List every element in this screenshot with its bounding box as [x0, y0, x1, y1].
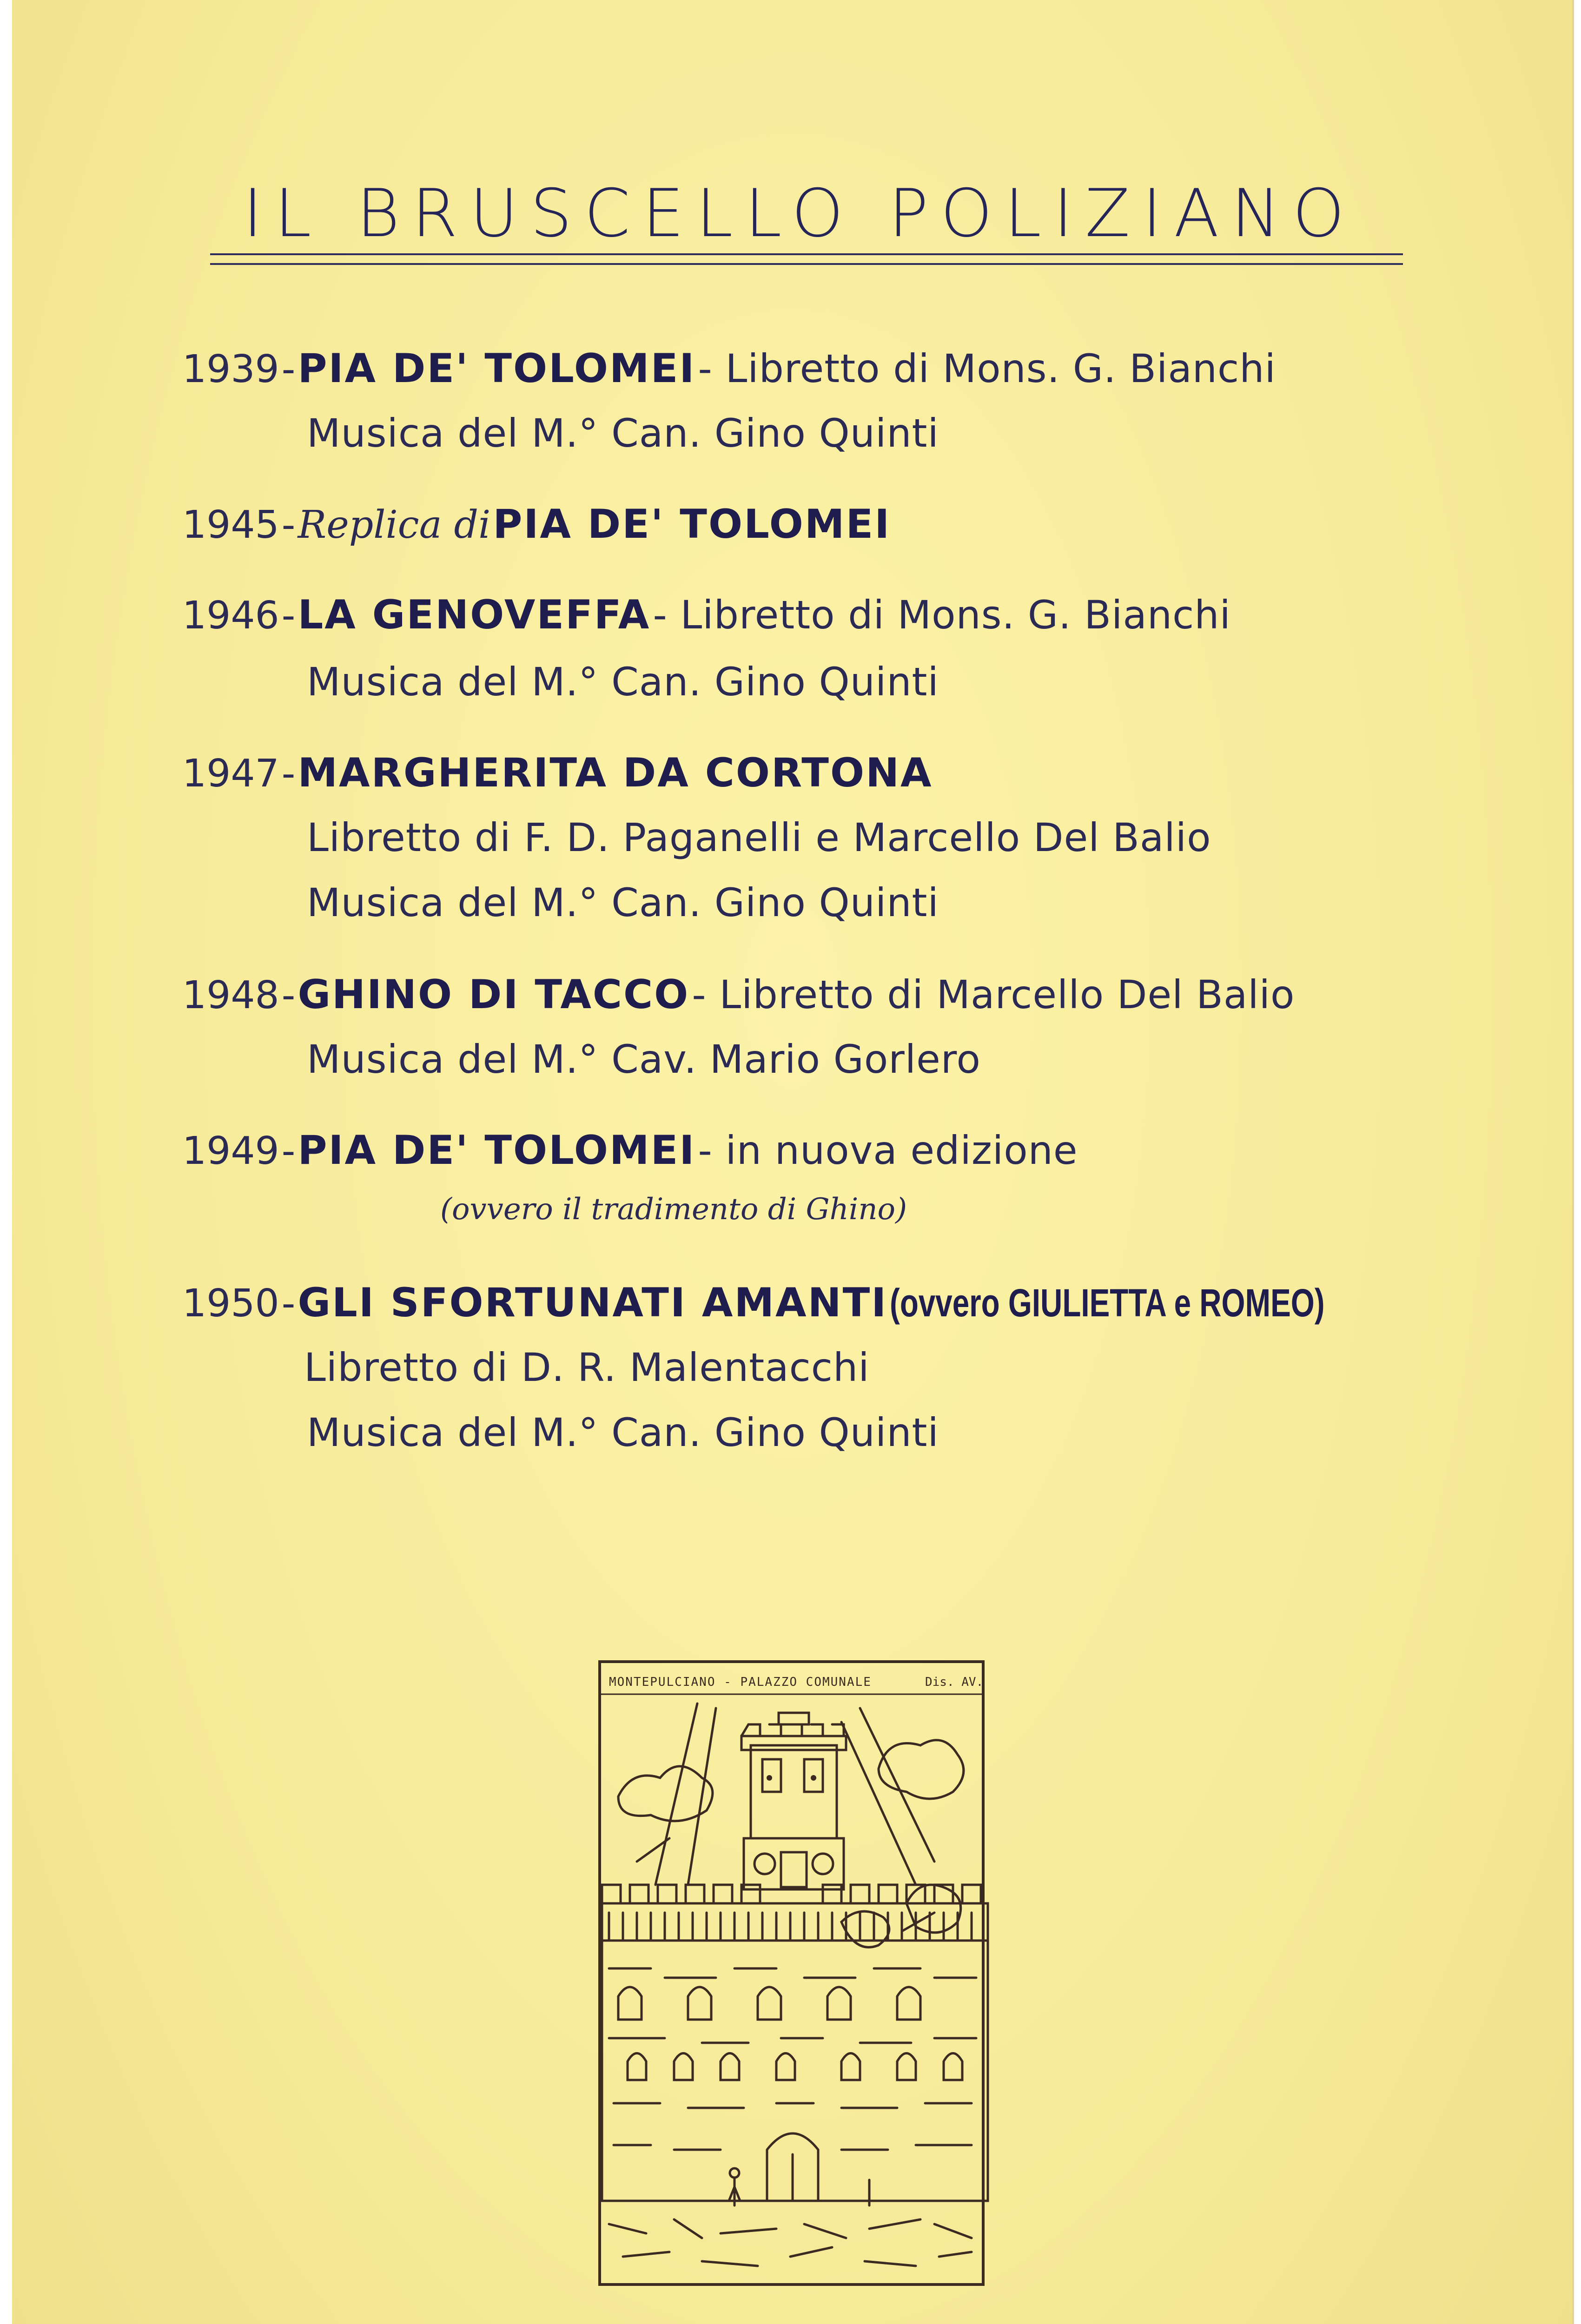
- work-title: GLI SFORTUNATI AMANTI: [298, 1280, 888, 1326]
- entry-separator: -: [281, 503, 296, 547]
- illustration-signature: Dis. AV.: [925, 1675, 984, 1689]
- entry-year: 1949: [182, 1129, 279, 1173]
- entry-detail: - Libretto di Mons. G. Bianchi: [653, 592, 1231, 638]
- entry-year: 1948: [182, 973, 279, 1017]
- entry-year: 1946: [182, 594, 279, 638]
- music-credit: Musica del M.° Can. Gino Quinti: [307, 659, 939, 705]
- music-credit: Musica del M.° Cav. Mario Gorlero: [307, 1037, 981, 1082]
- entry-year: 1947: [182, 752, 279, 796]
- music-credit: Musica del M.° Can. Gino Quinti: [307, 880, 939, 925]
- entry-year: 1950: [182, 1281, 279, 1326]
- title-rule-top: [210, 253, 1403, 255]
- entry-separator: -: [281, 1129, 296, 1173]
- title-rule-bottom: [210, 263, 1403, 265]
- entry-year: 1939: [182, 347, 279, 391]
- libretto-credit: Libretto di D. R. Malentacchi: [304, 1345, 870, 1390]
- work-title: MARGHERITA DA CORTONA: [298, 750, 933, 796]
- entry-subtitle: (ovvero il tradimento di Ghino): [440, 1192, 907, 1227]
- entry-detail: - in nuova edizione: [698, 1128, 1078, 1173]
- entry-separator: -: [281, 1281, 296, 1326]
- replica-label: Replica di: [298, 503, 491, 547]
- work-title: LA GENOVEFFA: [298, 592, 651, 638]
- libretto-credit: Libretto di F. D. Paganelli e Marcello Del Balio: [307, 815, 1211, 860]
- entry-separator: -: [281, 594, 296, 638]
- entry-separator: -: [281, 973, 296, 1017]
- illustration-caption: MONTEPULCIANO - PALAZZO COMUNALE: [609, 1675, 872, 1689]
- work-title: PIA DE' TOLOMEI: [298, 1127, 696, 1174]
- entry-year: 1945: [182, 503, 279, 547]
- music-credit: Musica del M.° Can. Gino Quinti: [307, 1410, 939, 1455]
- palazzo-comunale-illustration: [581, 1643, 999, 2308]
- work-title: PIA DE' TOLOMEI: [298, 345, 696, 392]
- entry-separator: -: [281, 347, 296, 391]
- page-title: IL BRUSCELLO POLIZIANO: [243, 175, 1357, 252]
- work-title: GHINO DI TACCO: [298, 971, 690, 1018]
- music-credit: Musica del M.° Can. Gino Quinti: [307, 410, 939, 456]
- entry-separator: -: [281, 752, 296, 796]
- work-title: PIA DE' TOLOMEI: [493, 501, 891, 548]
- entry-detail: - Libretto di Mons. G. Bianchi: [698, 346, 1276, 391]
- entry-detail: - Libretto di Marcello Del Balio: [692, 972, 1295, 1017]
- alternate-title: (ovvero GIULIETTA e ROMEO): [890, 1281, 1325, 1325]
